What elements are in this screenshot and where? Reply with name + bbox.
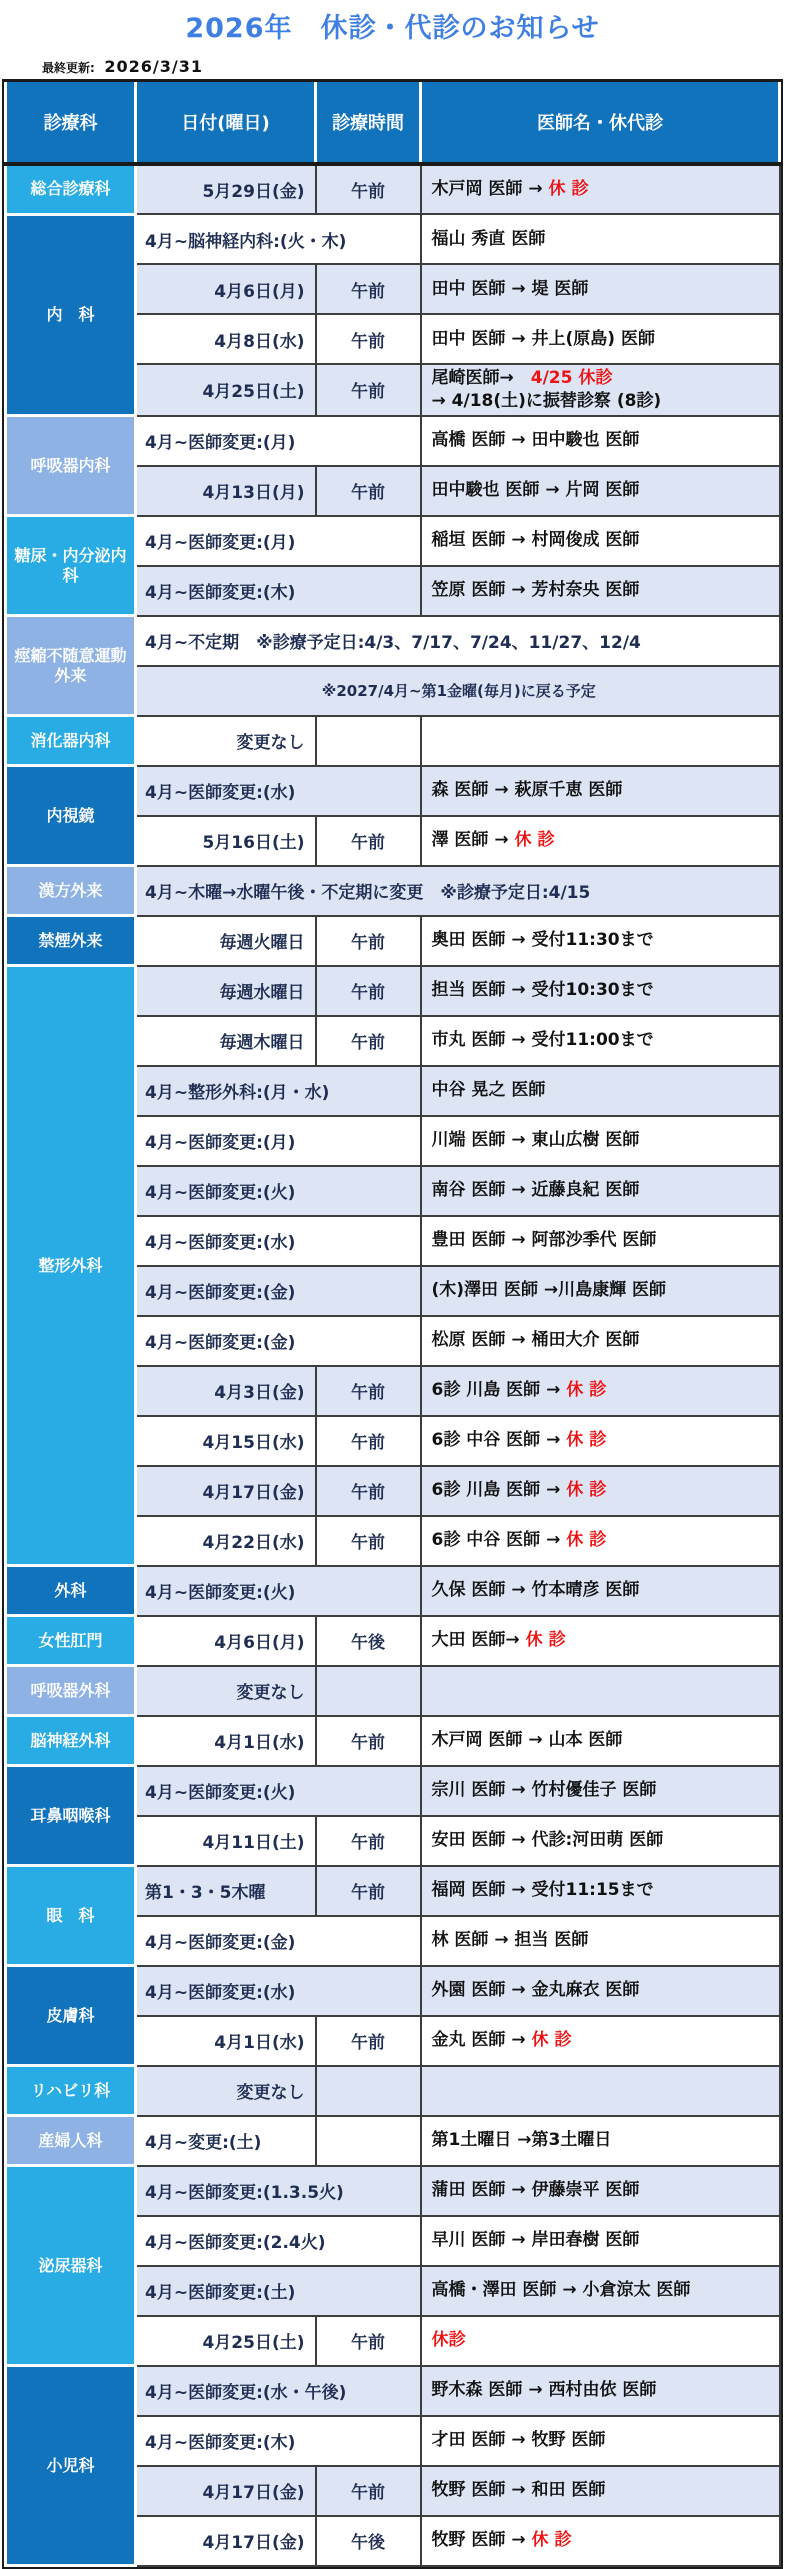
doctor-text: 林 医師 → 担当 医師 <box>431 1930 589 1951</box>
date-cell: 毎週水曜日 <box>136 966 316 1016</box>
table-row <box>6 1716 780 1766</box>
doctor-text: 奥田 医師 → 受付11:30まで <box>431 930 654 951</box>
doctor-text: 才田 医師 → 牧野 医師 <box>431 2430 606 2451</box>
doctor-text: 市丸 医師 → 受付11:00まで <box>431 1030 654 1051</box>
department-cell: 消化器内科 <box>6 716 136 766</box>
schedule-table-container <box>2 79 783 2569</box>
table-row <box>6 2116 780 2166</box>
date-cell: 4月~医師変更:(火) <box>136 1166 421 1216</box>
department-cell: 内 科 <box>6 214 136 416</box>
date-cell: 4月6日(月) <box>136 264 316 314</box>
doctor-text: 野木森 医師 → 西村由依 医師 <box>431 2380 657 2401</box>
date-cell: 4月6日(月) <box>136 1616 316 1666</box>
date-cell: 第1・3・5木曜 <box>136 1866 316 1916</box>
doctor-cell <box>421 566 780 616</box>
doctor-cell <box>421 1366 780 1416</box>
time-cell: 午前 <box>316 1466 421 1516</box>
closed-notice-text: 4/25 休診 <box>530 368 613 388</box>
doctor-text: 蒲田 医師 → 伊藤崇平 医師 <box>431 2180 640 2201</box>
header-cell-date: 日付(曜日) <box>136 82 316 164</box>
doctor-text: 田中 医師 → 井上(原島) 医師 <box>431 328 655 349</box>
doctor-text: 6診 川島 医師 → <box>431 1380 567 1401</box>
doctor-cell <box>421 1966 780 2016</box>
doctor-cell <box>421 1516 780 1566</box>
doctor-cell <box>421 1316 780 1366</box>
doctor-cell <box>421 2066 780 2116</box>
date-cell: 5月16日(土) <box>136 816 316 866</box>
table-row <box>6 766 780 816</box>
doctor-cell <box>421 164 780 214</box>
department-cell: 耳鼻咽喉科 <box>6 1766 136 1866</box>
date-cell: 4月15日(水) <box>136 1416 316 1466</box>
doctor-cell <box>421 2416 780 2466</box>
doctor-cell <box>421 766 780 816</box>
table-row <box>6 716 780 766</box>
closed-notice-text: 休 診 <box>566 1530 607 1551</box>
doctor-cell <box>421 1466 780 1516</box>
doctor-text: 金丸 医師 → <box>431 2030 532 2051</box>
table-row <box>6 966 780 1016</box>
department-cell: 禁煙外来 <box>6 916 136 966</box>
doctor-text: 第1土曜日 →第3土曜日 <box>431 2130 612 2151</box>
doctor-text: 担当 医師 → 受付10:30まで <box>431 980 654 1001</box>
doctor-text: 大田 医師→ <box>431 1630 526 1651</box>
closed-notice-text: 休 診 <box>531 2030 572 2051</box>
doctor-text: 木戸岡 医師 → <box>431 179 549 200</box>
department-cell: 脳神経外科 <box>6 1716 136 1766</box>
doctor-text: 6診 中谷 医師 → <box>431 1530 567 1551</box>
doctor-cell <box>421 1766 780 1816</box>
note-cell <box>136 666 780 716</box>
doctor-cell <box>421 1566 780 1616</box>
header-row <box>6 82 780 164</box>
time-cell: 午後 <box>316 2516 421 2566</box>
table-row <box>6 1666 780 1716</box>
doctor-text: → 4/18(土)に振替診察 (8診) <box>431 390 662 411</box>
date-cell: 4月~医師変更:(水) <box>136 1216 421 1266</box>
date-cell: 4月17日(金) <box>136 1466 316 1516</box>
time-cell: 午前 <box>316 314 421 364</box>
closed-notice-text: 休 診 <box>566 1380 607 1401</box>
department-cell: 漢方外来 <box>6 866 136 916</box>
doctor-text: 南谷 医師 → 近藤良紀 医師 <box>431 1180 640 1201</box>
date-cell: 4月3日(金) <box>136 1366 316 1416</box>
header-cell-department: 診療科 <box>6 82 136 164</box>
note-cell <box>136 866 780 916</box>
date-cell: 4月~医師変更:(月) <box>136 516 421 566</box>
closed-notice-text: 休 診 <box>566 1480 607 1501</box>
department-cell: 眼 科 <box>6 1866 136 1966</box>
table-row <box>6 1966 780 2016</box>
date-cell: 4月22日(水) <box>136 1516 316 1566</box>
doctor-cell <box>421 1066 780 1116</box>
date-cell: 4月~整形外科:(月・水) <box>136 1066 421 1116</box>
date-cell: 4月13日(月) <box>136 466 316 516</box>
doctor-text: 澤 医師 → <box>431 830 515 851</box>
department-cell: 痙縮不随意運動外来 <box>6 616 136 716</box>
table-row <box>6 2166 780 2216</box>
date-cell: 4月~医師変更:(火) <box>136 1566 421 1616</box>
time-cell <box>316 716 421 766</box>
time-cell: 午後 <box>316 1616 421 1666</box>
last-updated <box>42 57 785 76</box>
date-cell: 4月~医師変更:(火) <box>136 1766 421 1816</box>
closed-notice-text: 休診 <box>431 2330 466 2351</box>
doctor-cell <box>421 916 780 966</box>
date-cell: 4月~医師変更:(金) <box>136 1316 421 1366</box>
doctor-text: 早川 医師 → 岸田春樹 医師 <box>431 2230 640 2251</box>
time-cell <box>316 2066 421 2116</box>
doctor-text: 久保 医師 → 竹本晴彦 医師 <box>431 1580 640 1601</box>
department-cell: 皮膚科 <box>6 1966 136 2066</box>
date-cell: 4月~医師変更:(水) <box>136 1966 421 2016</box>
header-cell-doctor: 医師名・休代診 <box>421 82 780 164</box>
doctor-text: 安田 医師 → 代診:河田萌 医師 <box>431 1830 664 1851</box>
doctor-cell <box>421 1716 780 1766</box>
date-cell: 4月25日(土) <box>136 364 316 416</box>
date-cell: 4月~医師変更:(木) <box>136 566 421 616</box>
department-cell: 整形外科 <box>6 966 136 1566</box>
time-cell: 午前 <box>316 1816 421 1866</box>
time-cell: 午前 <box>316 1866 421 1916</box>
department-cell: 小児科 <box>6 2366 136 2566</box>
doctor-cell <box>421 1416 780 1466</box>
date-cell: 4月17日(金) <box>136 2516 316 2566</box>
date-cell: 4月~医師変更:(水・午後) <box>136 2366 421 2416</box>
doctor-text: 中谷 晃之 医師 <box>431 1080 546 1101</box>
time-cell: 午前 <box>316 364 421 416</box>
doctor-cell <box>421 1616 780 1666</box>
doctor-cell <box>421 2516 780 2566</box>
last-updated-label: 最終更新: <box>42 61 95 75</box>
doctor-cell <box>421 816 780 866</box>
doctor-text: 木戸岡 医師 → 山本 医師 <box>431 1730 623 1751</box>
doctor-text: 牧野 医師 → 和田 医師 <box>431 2480 606 2501</box>
date-cell: 4月1日(水) <box>136 2016 316 2066</box>
date-cell: 5月29日(金) <box>136 164 316 214</box>
doctor-text: 4月~不定期 ※診療予定日:4/3、7/17、7/24、11/27、12/4 <box>145 633 641 654</box>
time-cell: 午前 <box>316 2466 421 2516</box>
doctor-cell <box>421 1866 780 1916</box>
doctor-text: 高橋・澤田 医師 → 小倉涼太 医師 <box>431 2280 691 2301</box>
doctor-text: ※2027/4月~第1金曜(毎月)に戻る予定 <box>321 682 596 701</box>
doctor-text: 尾崎医師→ <box>431 368 531 388</box>
schedule-table <box>4 82 781 2567</box>
doctor-text: 川端 医師 → 東山広樹 医師 <box>431 1130 640 1151</box>
doctor-cell <box>421 1666 780 1716</box>
date-cell: 4月25日(土) <box>136 2316 316 2366</box>
time-cell: 午前 <box>316 164 421 214</box>
date-cell: 4月~医師変更:(土) <box>136 2266 421 2316</box>
department-cell: 産婦人科 <box>6 2116 136 2166</box>
doctor-text: 稲垣 医師 → 村岡俊成 医師 <box>431 530 640 551</box>
date-cell: 4月~脳神経内科:(火・木) <box>136 214 421 264</box>
doctor-cell <box>421 2366 780 2416</box>
date-cell: 4月~医師変更:(月) <box>136 1116 421 1166</box>
table-row <box>6 1766 780 1816</box>
time-cell: 午前 <box>316 2016 421 2066</box>
doctor-text: 松原 医師 → 桶田大介 医師 <box>431 1330 640 1351</box>
date-cell: 4月~医師変更:(2.4火) <box>136 2216 421 2266</box>
time-cell: 午前 <box>316 1416 421 1466</box>
doctor-cell <box>421 264 780 314</box>
doctor-cell <box>421 2316 780 2366</box>
date-cell: 変更なし <box>136 716 316 766</box>
date-cell: 4月~医師変更:(1.3.5火) <box>136 2166 421 2216</box>
doctor-text: (木)澤田 医師 →川島康輝 医師 <box>431 1280 667 1301</box>
doctor-cell <box>421 1266 780 1316</box>
header-cell-time: 診療時間 <box>316 82 421 164</box>
time-cell: 午前 <box>316 966 421 1016</box>
doctor-cell <box>421 1166 780 1216</box>
doctor-text: 豊田 医師 → 阿部沙季代 医師 <box>431 1230 657 1251</box>
date-cell: 4月~医師変更:(木) <box>136 2416 421 2466</box>
doctor-text: 田中駿也 医師 → 片岡 医師 <box>431 480 640 501</box>
doctor-cell <box>421 1216 780 1266</box>
date-cell: 変更なし <box>136 2066 316 2116</box>
table-row <box>6 866 780 916</box>
date-cell: 毎週木曜日 <box>136 1016 316 1066</box>
closed-notice-text: 休 診 <box>514 830 555 851</box>
time-cell: 午前 <box>316 916 421 966</box>
last-updated-value: 2026/3/31 <box>104 57 204 76</box>
time-cell: 午前 <box>316 264 421 314</box>
doctor-cell <box>421 2016 780 2066</box>
closed-notice-text: 休 診 <box>548 179 589 200</box>
date-cell: 4月~医師変更:(金) <box>136 1916 421 1966</box>
doctor-cell <box>421 2216 780 2266</box>
doctor-cell <box>421 2166 780 2216</box>
doctor-text: 福山 秀直 医師 <box>431 228 546 249</box>
time-cell: 午前 <box>316 2316 421 2366</box>
table-row <box>6 416 780 466</box>
date-cell: 4月~医師変更:(水) <box>136 766 421 816</box>
department-cell: リハビリ科 <box>6 2066 136 2116</box>
doctor-cell <box>421 214 780 264</box>
doctor-text: 田中 医師 → 堤 医師 <box>431 278 589 299</box>
time-cell: 午前 <box>316 1516 421 1566</box>
department-cell: 呼吸器外科 <box>6 1666 136 1716</box>
doctor-text: 笠原 医師 → 芳村奈央 医師 <box>431 580 640 601</box>
table-row <box>6 2366 780 2416</box>
doctor-cell <box>421 314 780 364</box>
date-cell: 4月8日(水) <box>136 314 316 364</box>
table-row <box>6 164 780 214</box>
time-cell: 午前 <box>316 1366 421 1416</box>
date-cell: 変更なし <box>136 1666 316 1716</box>
doctor-text: 6診 中谷 医師 → <box>431 1430 567 1451</box>
time-cell: 午前 <box>316 1716 421 1766</box>
department-cell: 外科 <box>6 1566 136 1616</box>
department-cell: 糖尿・内分泌内科 <box>6 516 136 616</box>
doctor-text: 森 医師 → 萩原千恵 医師 <box>431 780 623 801</box>
doctor-text: 6診 川島 医師 → <box>431 1480 567 1501</box>
department-cell: 総合診療科 <box>6 164 136 214</box>
closed-notice-text: 休 診 <box>566 1430 607 1451</box>
closed-notice-text: 休 診 <box>525 1630 566 1651</box>
table-row <box>6 1616 780 1666</box>
doctor-cell <box>421 516 780 566</box>
doctor-cell <box>421 1816 780 1866</box>
doctor-text: 牧野 医師 → <box>431 2530 532 2551</box>
table-row <box>6 616 780 666</box>
time-cell <box>316 1666 421 1716</box>
table-row <box>6 516 780 566</box>
doctor-cell <box>421 716 780 766</box>
page-title: 2026年 休診・代診のお知らせ <box>185 13 600 44</box>
date-cell: 4月1日(水) <box>136 1716 316 1766</box>
doctor-cell <box>421 2266 780 2316</box>
doctor-cell <box>421 966 780 1016</box>
doctor-cell <box>421 364 780 416</box>
doctor-text: 4月~木曜→水曜午後・不定期に変更 ※診療予定日:4/15 <box>145 883 591 904</box>
doctor-cell <box>421 2116 780 2166</box>
table-row <box>6 2066 780 2116</box>
doctor-cell <box>421 1116 780 1166</box>
table-row <box>6 1566 780 1616</box>
table-row <box>6 916 780 966</box>
doctor-text: 福岡 医師 → 受付11:15まで <box>431 1880 654 1901</box>
table-row <box>6 214 780 264</box>
time-cell: 午前 <box>316 466 421 516</box>
doctor-cell <box>421 2466 780 2516</box>
doctor-cell <box>421 1016 780 1066</box>
department-cell: 泌尿器科 <box>6 2166 136 2366</box>
doctor-cell <box>421 1916 780 1966</box>
department-cell: 内視鏡 <box>6 766 136 866</box>
department-cell: 呼吸器内科 <box>6 416 136 516</box>
doctor-text: 宗川 医師 → 竹村優佳子 医師 <box>431 1780 657 1801</box>
time-cell: 午前 <box>316 816 421 866</box>
doctor-cell <box>421 416 780 466</box>
closed-notice-text: 休 診 <box>531 2530 572 2551</box>
department-cell: 女性肛門 <box>6 1616 136 1666</box>
date-cell: 4月11日(土) <box>136 1816 316 1866</box>
note-cell <box>136 616 780 666</box>
doctor-cell <box>421 466 780 516</box>
time-cell: 午前 <box>316 1016 421 1066</box>
table-row <box>6 1866 780 1916</box>
date-cell: 4月~医師変更:(金) <box>136 1266 421 1316</box>
time-cell <box>316 2116 421 2166</box>
date-cell: 4月17日(金) <box>136 2466 316 2516</box>
doctor-text: 外園 医師 → 金丸麻衣 医師 <box>431 1980 640 2001</box>
date-cell: 4月~医師変更:(月) <box>136 416 421 466</box>
date-cell: 毎週火曜日 <box>136 916 316 966</box>
date-cell: 4月~変更:(土) <box>136 2116 316 2166</box>
doctor-text: 高橋 医師 → 田中駿也 医師 <box>431 430 640 451</box>
